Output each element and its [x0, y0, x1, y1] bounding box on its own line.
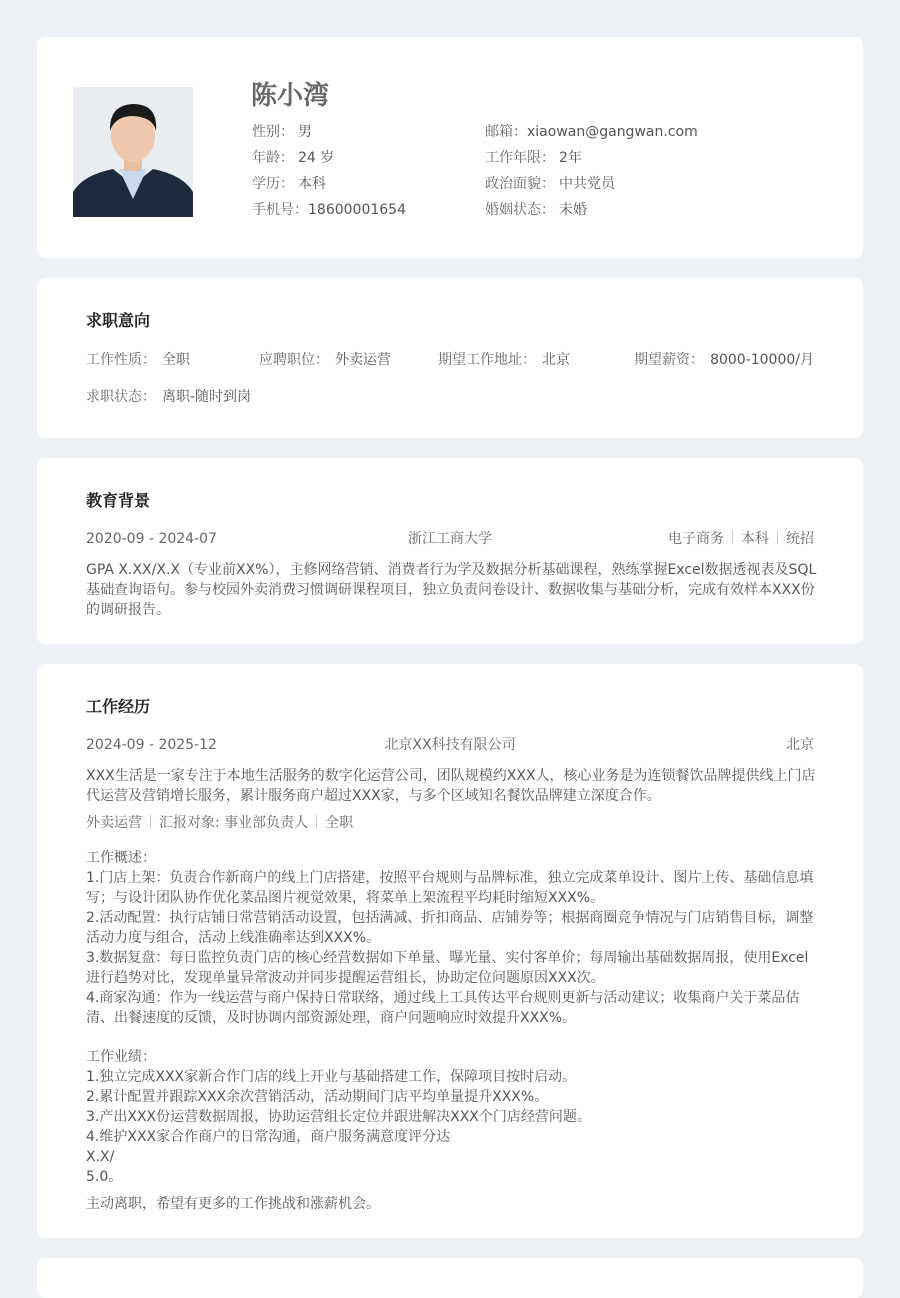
achievement-heading: 工作业绩：	[86, 1049, 156, 1065]
next-section-card	[37, 1258, 863, 1298]
value: 北京	[542, 352, 570, 368]
value: 全职	[162, 352, 190, 368]
overview-line: 清、出餐速度的反馈，及时协调内部资源处理，商户问题响应时效提升XXX%。	[86, 1010, 577, 1026]
info-label: 年龄：	[252, 150, 294, 166]
info-value: 未婚	[559, 202, 587, 218]
achievement-line: 2.累计配置并跟踪XXX余次营销活动，活动期间门店平均单量提升XXX%。	[86, 1089, 549, 1105]
work-tags	[86, 813, 814, 833]
info-political	[485, 171, 698, 197]
role-tag: 外卖运营	[86, 815, 142, 831]
work-period: 2024-09 - 2025-12	[86, 737, 217, 753]
overview-line: 活动力度与组合，活动上线准确率达到XXX%。	[86, 930, 381, 946]
intention-item-salary	[634, 350, 814, 370]
intention-row	[86, 387, 814, 407]
education-header	[86, 529, 814, 549]
employment-tag: 全职	[325, 815, 354, 831]
basic-info-left	[252, 119, 406, 223]
work-header	[86, 735, 814, 755]
school-name: 浙江工商大学	[408, 531, 492, 547]
company-name: 北京XX科技有限公司	[384, 737, 516, 753]
label: 期望工作地址：	[438, 352, 536, 368]
info-gender	[252, 119, 406, 145]
email-link[interactable]: xiaowan@gangwan.com	[527, 124, 698, 140]
achievement-line: 5.0。	[86, 1169, 123, 1185]
info-email	[485, 119, 698, 145]
work-experience-card	[37, 664, 863, 1238]
info-value: 中共党员	[559, 176, 615, 192]
info-phone	[252, 197, 406, 223]
work-overview	[86, 848, 817, 1028]
education-period: 2020-09 - 2024-07	[86, 531, 217, 547]
intro-line: 代运营及营销增长服务，累计服务商户超过XXX家，与多个区域知名餐饮品牌建立深度合作。	[86, 788, 661, 804]
value: 离职-随时到岗	[162, 389, 252, 405]
avatar-illustration	[73, 87, 193, 217]
description-line: GPA X.XX/X.X（专业前XX%），主修网络营销、消费者行为学及数据分析基础课程，熟练掌握Excel数据透视表及SQL	[86, 562, 817, 578]
avatar-photo	[73, 87, 193, 217]
info-label: 邮箱：	[485, 124, 527, 140]
leave-reason: 主动离职，希望有更多的工作挑战和涨薪机会。	[86, 1196, 380, 1212]
section-title: 工作经历	[86, 697, 151, 716]
work-city: 北京	[786, 737, 814, 753]
achievement-line: 1.独立完成XXX家新合作门店的线上开业与基础搭建工作，保障项目按时启动。	[86, 1069, 577, 1085]
enrollment-tag: 统招	[786, 531, 814, 547]
overview-line: 1.门店上架：负责合作新商户的线上门店搭建，按照平台规则与品牌标准，独立完成菜单设计、图片上传、基础信息填	[86, 870, 814, 886]
report-to-tag: 汇报对象: 事业部负责人	[159, 815, 309, 831]
value: 外卖运营	[335, 352, 391, 368]
intro-line: XXX生活是一家专注于本地生活服务的数字化运营公司，团队规模约XXX人，核心业务是为连锁餐饮品牌提供线上门店	[86, 768, 816, 784]
intention-item-location	[438, 350, 570, 370]
description-line: 的调研报告。	[86, 602, 170, 618]
education-tags	[668, 529, 814, 549]
intention-item-position	[259, 350, 391, 370]
divider	[777, 531, 778, 544]
intention-item-type	[86, 350, 190, 370]
info-value: 2年	[559, 150, 582, 166]
overview-heading: 工作概述：	[86, 850, 156, 866]
divider	[150, 815, 151, 828]
job-intention-card	[37, 278, 863, 438]
candidate-name: 陈小湾	[251, 81, 330, 111]
section-title: 求职意向	[86, 311, 151, 330]
overview-line: 写；与设计团队协作优化菜品图片视觉效果，将菜单上架流程平均耗时缩短XXX%。	[86, 890, 605, 906]
education-description	[86, 560, 817, 620]
info-marital	[485, 197, 698, 223]
basic-info-right	[485, 119, 698, 223]
info-work-years	[485, 145, 698, 171]
info-label: 学历：	[252, 176, 294, 192]
label: 期望薪资：	[634, 352, 705, 368]
overview-line: 4.商家沟通：作为一线运营与商户保持日常联络，通过线上工具传达平台规则更新与活动建议；收集商户关于菜品估	[86, 990, 800, 1006]
overview-line: 2.活动配置：执行店铺日常营销活动设置，包括满减、折扣商品、店铺券等；根据商圈竞争情况与门店销售目标，调整	[86, 910, 814, 926]
work-achievements	[86, 1047, 817, 1187]
education-card	[37, 458, 863, 644]
info-value: 24 岁	[298, 150, 335, 166]
divider	[316, 815, 317, 828]
degree-tag: 本科	[741, 531, 769, 547]
overview-line: 进行趋势对比，发现单量异常波动并同步提醒运营组长，协助定位问题原因XXX次。	[86, 970, 605, 986]
info-age	[252, 145, 406, 171]
info-label: 婚姻状态：	[485, 202, 555, 218]
intention-item-status	[86, 389, 251, 405]
section-title: 教育背景	[86, 491, 151, 510]
description-line: 基础查询语句。参与校园外卖消费习惯调研课程项目，独立负责问卷设计、数据收集与基础分析，完成有效样本XXX份	[86, 582, 815, 598]
info-label: 政治面貌：	[485, 176, 555, 192]
label: 求职状态：	[86, 389, 156, 405]
info-value: 本科	[298, 176, 326, 192]
value: 8000-10000/月	[710, 352, 814, 368]
intention-row	[86, 350, 814, 370]
info-value: 男	[298, 124, 312, 140]
info-value: 18600001654	[308, 202, 406, 218]
info-degree	[252, 171, 406, 197]
info-label: 性别：	[252, 124, 294, 140]
achievement-line: 3.产出XXX份运营数据周报，协助运营组长定位并跟进解决XXX个门店经营问题。	[86, 1109, 591, 1125]
label: 应聘职位：	[259, 352, 329, 368]
info-label: 手机号：	[252, 202, 308, 218]
achievement-line: X.X/	[86, 1149, 115, 1165]
profile-card	[37, 37, 863, 258]
divider	[732, 531, 733, 544]
info-label: 工作年限：	[485, 150, 555, 166]
overview-line: 3.数据复盘：每日监控负责门店的核心经营数据如下单量、曝光量、实付客单价；每周输出基础数据周报，使用Excel	[86, 950, 809, 966]
major-tag: 电子商务	[668, 531, 724, 547]
company-intro	[86, 766, 817, 806]
achievement-line: 4.维护XXX家合作商户的日常沟通，商户服务满意度评分达	[86, 1129, 451, 1145]
label: 工作性质：	[86, 352, 156, 368]
